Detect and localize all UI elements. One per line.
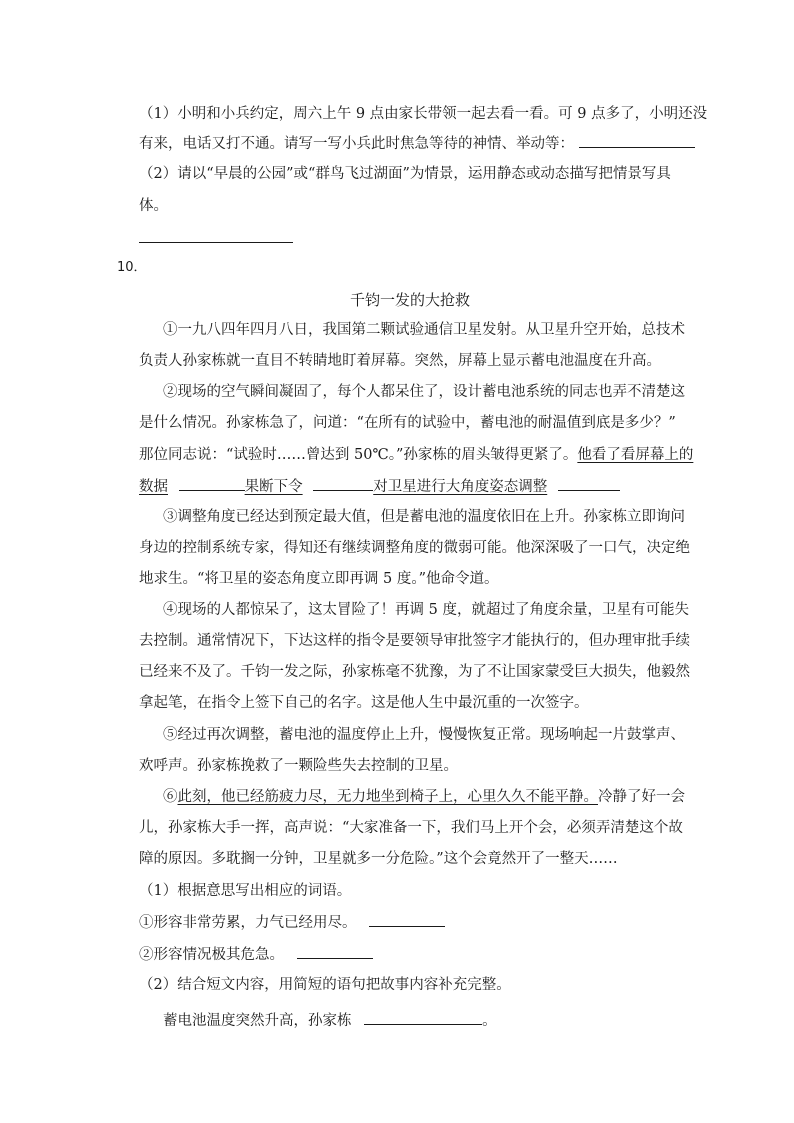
para3-line1: ③调整角度已经达到预定最大值，但是蓄电池的温度依旧在上升。孙家栋立即询问 <box>163 509 685 525</box>
q9-part1-line2 <box>139 133 695 154</box>
para2-line2: 是什么情况。孙家栋急了，问道：“在所有的试验中，蓄电池的耐温值到底是多少？” <box>139 415 676 431</box>
para4-line2: 去控制。通常情况下，下达这样的指令是要领导审批签字才能执行的，但办理审批手续 <box>139 633 690 649</box>
subquestion-1a-text: ①形容非常劳累，力气已经用尽。 <box>139 915 357 931</box>
para6-underlined-sentence: 此刻，他已经筋疲力尽，无力地坐到椅子上，心里久久不能平静。 <box>177 789 598 805</box>
para5-line2: 欢呼声。孙家栋挽救了一颗险些失去控制的卫星。 <box>139 758 458 774</box>
connector-blank-2[interactable] <box>313 476 373 491</box>
subquestion-2-blank[interactable] <box>364 1010 482 1025</box>
para3-line2: 身边的控制系统专家，得知还有继续调整角度的微弱可能。他深深吸了一口气，决定绝 <box>139 540 690 556</box>
q9-part1-answer-blank[interactable] <box>579 133 695 148</box>
para2-line4 <box>139 476 620 497</box>
para2-line3 <box>139 445 693 465</box>
para6-line3: 障的原因。多耽搁一分钟，卫星就多一分危险。”这个会竟然开了一整天…… <box>139 851 618 867</box>
para2-line1: ②现场的空气瞬间凝固了，每个人都呆住了，设计蓄电池系统的同志也弄不清楚这 <box>163 384 685 400</box>
q9-part2-line1: （2）请以“早晨的公园”或“群鸟飞过湖面”为情景，运用静态或动态描写把情景写具 <box>139 166 671 182</box>
subquestion-2-prompt: 蓄电池温度突然升高，孙家栋 <box>163 1013 352 1029</box>
subquestion-2: （2）结合短文内容，用简短的语句把故事内容补充完整。 <box>139 977 511 993</box>
subquestion-1b-text: ②形容情况极其危急。 <box>139 947 284 963</box>
para1-line2: 负责人孙家栋就一直目不转睛地盯着屏幕。突然，屏幕上显示蓄电池温度在升高。 <box>139 353 661 369</box>
para4-line3: 已经来不及了。千钧一发之际，孙家栋毫不犹豫，为了不让国家蒙受巨大损失，他毅然 <box>139 664 690 680</box>
subquestion-1: （1）根据意思写出相应的词语。 <box>139 883 352 899</box>
subquestion-1a-blank[interactable] <box>369 912 445 927</box>
para6-line1-rest: 冷静了好一会 <box>598 789 685 805</box>
subquestion-2-line <box>163 1010 497 1031</box>
para2-underlined-adjust: 对卫星进行大角度姿态调整 <box>373 479 548 495</box>
para2-line3-text: 那位同志说：“试验时……曾达到 50℃。”孙家栋的眉头皱得更紧了。 <box>139 447 578 463</box>
para2-underlined-sentence-start: 他看了看屏幕上的 <box>577 447 694 463</box>
question-number: 10． <box>117 260 147 275</box>
para1-line1: ①一九八四年四月八日，我国第二颗试验通信卫星发射。从卫星升空开始，总技术 <box>163 322 685 338</box>
subquestion-2-period: 。 <box>482 1013 497 1029</box>
connector-blank-3[interactable] <box>558 476 620 491</box>
para6-line1 <box>163 787 685 807</box>
para4-line4: 拿起笔，在指令上签下自己的名字。这是他人生中最沉重的一次签字。 <box>139 695 589 711</box>
q9-part1-line1: （1）小明和小兵约定，周六上午 9 点由家长带领一起去看一看。可 9 点多了，小明还没 <box>139 106 708 122</box>
subquestion-1b-blank[interactable] <box>297 944 373 959</box>
para6-marker: ⑥ <box>163 789 178 805</box>
para4-line1: ④现场的人都惊呆了，这太冒险了！再调 5 度，就超过了角度余量，卫星有可能失 <box>163 602 689 618</box>
para6-line2: 儿，孙家栋大手一挥，高声说：“大家准备一下，我们马上开个会，必须弄清楚这个故 <box>139 820 683 836</box>
q9-part1-line2-text: 有来，电话又打不通。请写一写小兵此时焦急等待的神情、举动等： <box>139 136 574 152</box>
q9-part2-line2: 体。 <box>139 198 168 214</box>
subquestion-1a <box>139 912 445 933</box>
para2-underlined-data: 数据 <box>139 479 168 495</box>
subquestion-1b <box>139 944 373 965</box>
passage-title: 千钧一发的大抢救 <box>350 291 471 309</box>
para3-line3: 地求生。“将卫星的姿态角度立即再调 5 度。”他命令道。 <box>139 571 499 587</box>
para2-underlined-order: 果断下令 <box>244 479 303 495</box>
q9-part2-answer-blank[interactable] <box>139 228 293 243</box>
connector-blank-1[interactable] <box>179 476 245 491</box>
para5-line1: ⑤经过再次调整，蓄电池的温度停止上升，慢慢恢复正常。现场响起一片鼓掌声、 <box>163 727 685 743</box>
